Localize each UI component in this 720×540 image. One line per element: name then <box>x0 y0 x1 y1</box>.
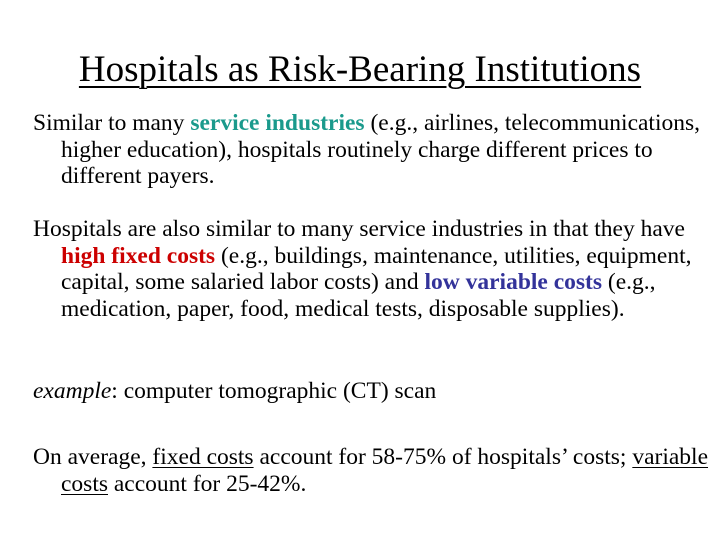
service-industries-highlight: service industries <box>190 110 365 136</box>
fixed-costs-term: fixed costs <box>152 444 254 470</box>
paragraph-fixed-variable-costs <box>33 216 720 322</box>
variable-costs-term: variable costs <box>61 444 709 497</box>
paragraph2-after: (e.g., medication, paper, food, medical tests, disposable supplies). <box>61 269 656 322</box>
paragraph-example <box>33 378 720 405</box>
slide-title: Hospitals as Risk-Bearing Institutions <box>78 49 642 90</box>
paragraph-cost-shares <box>33 444 720 497</box>
example-label: example <box>33 378 112 404</box>
paragraph1-after: (e.g., airlines, telecommunications, higher education), hospitals routinely charge different prices to different payers. <box>61 110 701 189</box>
high-fixed-costs-highlight: high fixed costs <box>61 242 216 269</box>
paragraph4-after: account for 25-42%. <box>108 470 307 497</box>
low-variable-costs-highlight: low variable costs <box>424 269 603 295</box>
paragraph-service-industries <box>33 110 720 190</box>
paragraph2-before: Hospitals are also similar to many service industries in that they have <box>33 216 685 242</box>
paragraph4-before: On average, <box>33 444 153 470</box>
paragraph1-before: Similar to many <box>33 110 191 136</box>
paragraph4-middle: account for 58-75% of hospitals’ costs; <box>253 444 633 470</box>
example-text: : computer tomographic (CT) scan <box>111 378 437 404</box>
paragraph2-middle: (e.g., buildings, maintenance, utilities, equipment, capital, some salaried labor costs) and <box>61 242 692 295</box>
